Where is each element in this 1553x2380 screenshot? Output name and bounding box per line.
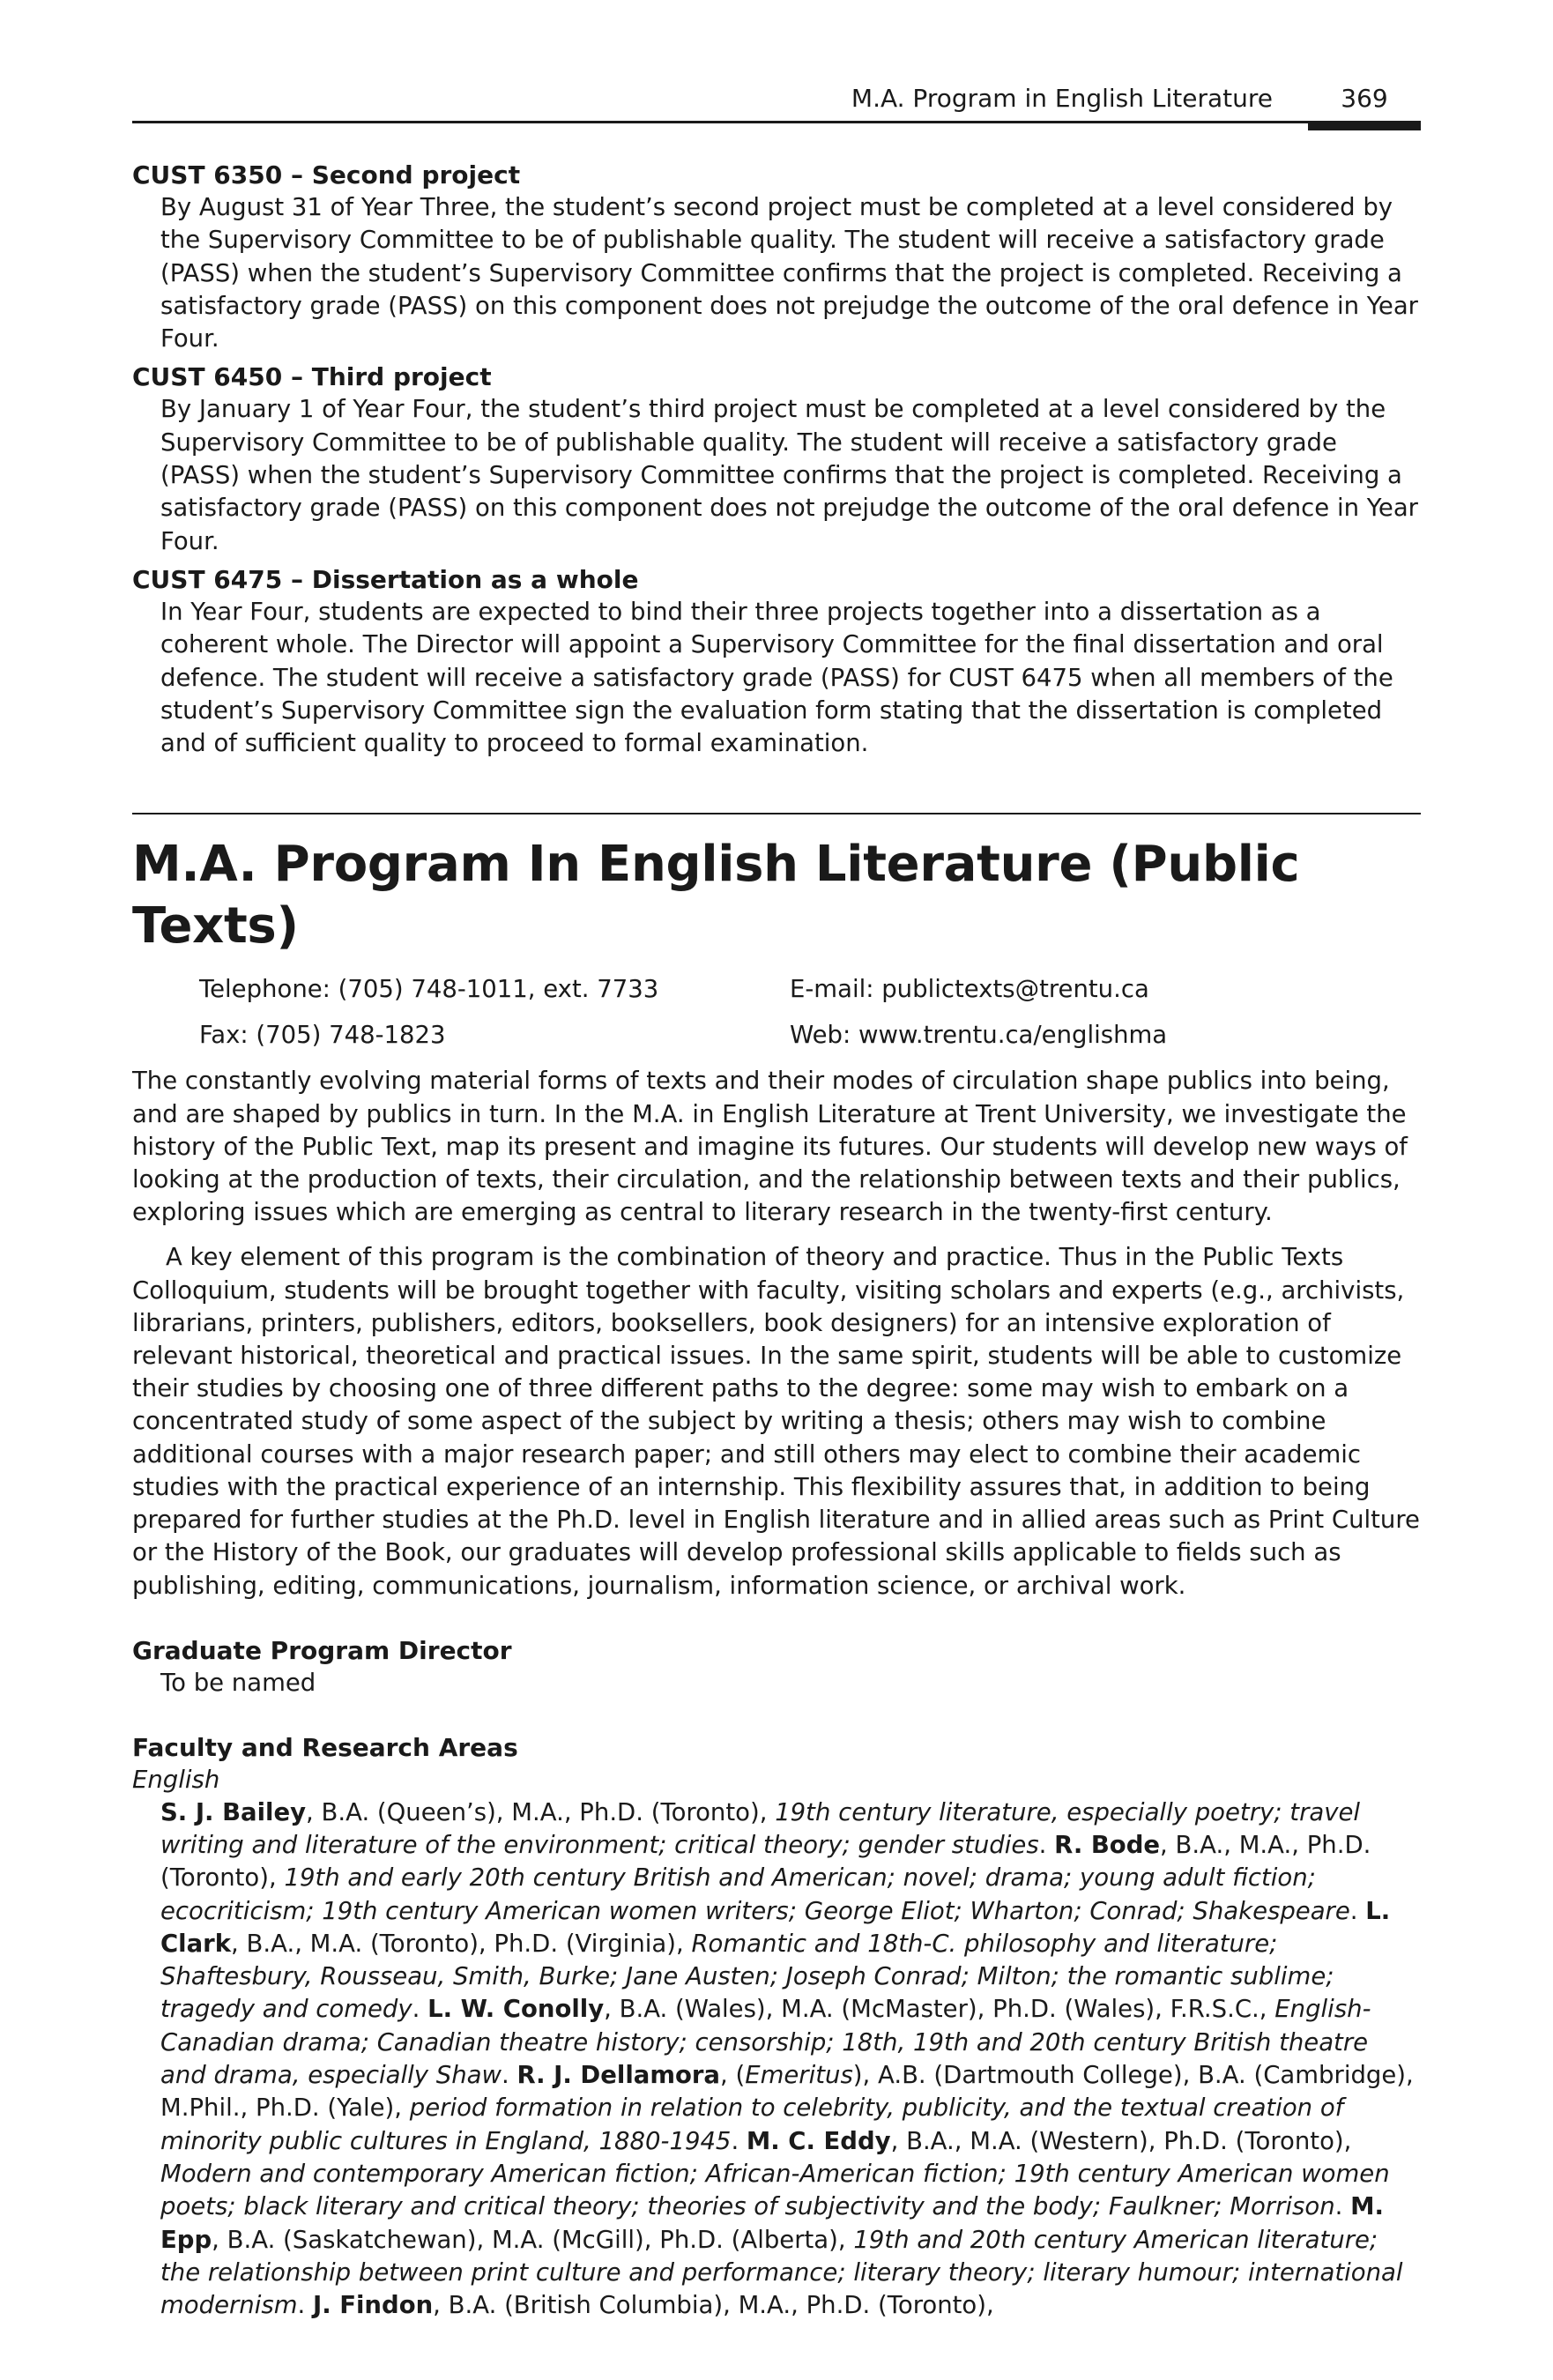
faculty-status: Emeritus (745, 2061, 853, 2090)
faculty-name: R. Bode (1054, 1831, 1161, 1859)
faculty-heading: Faculty and Research Areas (132, 1732, 518, 1762)
program-title: M.A. Program In English Literature (Public Texts) (132, 836, 1300, 956)
header-rule (132, 121, 1318, 123)
course-entry (132, 159, 1421, 355)
faculty-entry-separator: . (412, 1995, 428, 2024)
faculty-research-areas: Romantic and 18th-C. philosophy and literature; Shaftesbury, Rousseau, Smith, Burke; Jane Austen; Joseph Conrad; Milton; the romantic sublime; tragedy and comedy (160, 1929, 1334, 2024)
faculty-credentials: , B.A. (Saskatchewan), M.A. (McGill), Ph.D. (Alberta), (212, 2225, 854, 2254)
web-text: Web: www.trentu.ca/englishma (790, 1021, 1168, 1050)
course-description: By August 31 of Year Three, the student’s second project must be completed at a level considered by the Supervisory Committee to be of publishable quality. The student will receive a satisfactory grade (PASS) when the student’s Supervisory Committee confirms that the project is completed. Receiving a satisfactory grade (PASS) on this component does not prejudge the outcome of the oral defence in Year Four. (160, 193, 1418, 353)
email-text: E-mail: publictexts@trentu.ca (790, 975, 1149, 1004)
course-description: In Year Four, students are expected to bind their three projects together into a dissertation as a coherent whole. The Director will appoint a Supervisory Committee for the final dissertation and oral defence. The student will receive a satisfactory grade (PASS) for CUST 6475 when all members of the student’s Supervisory Committee sign the evaluation form stating that the dissertation is completed and of sufficient quality to proceed to formal examination. (160, 597, 1393, 758)
faculty-name: L. W. Conolly (427, 1995, 605, 2024)
program-detail-paragraph: A key element of this program is the combination of theory and practice. Thus in the Public Texts Colloquium, students will be brought together with faculty, visiting scholars and experts (e.g., archivists, librarians, printers, publishers, editors, booksellers, book designers) for an intensive exploration of relevant historical, theoretical and practical issues. In the same spirit, students will be able to customize their studies by choosing one of three different paths to the degree: some may wish to embark on a concentrated study of some aspect of the subject by writing a thesis; others may wish to combine additional courses with a major research paper; and still others may elect to combine their academic studies with the practical experience of an internship. This flexibility assures that, in addition to being prepared for further studies at the Ph.D. level in English literature and in allied areas such as Print Culture or the History of the Book, our graduates will develop professional skills applicable to fields such as publishing, editing, communications, journalism, information science, or archival work. (132, 1243, 1420, 1600)
section-divider (132, 813, 1421, 814)
faculty-credentials: , B.A. (Queen’s), M.A., Ph.D. (Toronto), (306, 1797, 776, 1826)
faculty-research-areas: English-Canadian drama; Canadian theatre history; censorship; 18th, 19th and 20th century British theatre and drama, especially Shaw (160, 1995, 1371, 2090)
faculty-entry-separator: . (1038, 1831, 1055, 1859)
area-label: English (132, 1765, 220, 1794)
running-title: M.A. Program in English Literature (851, 84, 1273, 113)
page-number: 369 (1341, 84, 1388, 113)
page-tab-bar (1308, 121, 1421, 130)
faculty-credentials: , B.A. (British Columbia), M.A., Ph.D. (Toronto), (433, 2291, 994, 2320)
faculty-list (160, 1796, 1421, 2323)
faculty-research-areas: 19th and early 20th century British and American; novel; drama; young adult fiction; ecocriticism; 19th century American women writers; George Eliot; Wharton; Conrad; Shakespeare (160, 1863, 1350, 1925)
faculty-entry-separator: . (1349, 1896, 1366, 1925)
faculty-name: L. Clark (160, 1896, 1391, 1958)
faculty-research-areas: 19th century literature, especially poetry; travel writing and literature of the environment; critical theory; gender studies (160, 1797, 1361, 1859)
faculty-name: M. C. Eddy (746, 2126, 891, 2155)
faculty-credentials: , B.A., M.A. (Western), Ph.D. (Toronto), (890, 2126, 1352, 2155)
faculty-credentials: , B.A. (Wales), M.A. (McMaster), Ph.D. (Wales), F.R.S.C., (604, 1995, 1275, 2024)
director-value: To be named (160, 1668, 316, 1697)
catalog-page (132, 0, 1421, 2380)
faculty-entry-separator: . (731, 2126, 747, 2155)
course-entry (132, 563, 1421, 760)
faculty-entry-separator: . (297, 2291, 313, 2320)
page-content (132, 159, 1421, 2322)
faculty-credentials: , B.A., M.A., Ph.D. (Toronto), (160, 1831, 1371, 1893)
contact-info (199, 966, 1421, 1058)
course-title: CUST 6450 – Third project (132, 362, 492, 392)
program-intro-paragraph: The constantly evolving material forms of texts and their modes of circulation shape publics into being, and are shaped by publics in turn. In the M.A. in English Literature at Trent University, we investigate the history of the Public Text, map its present and imagine its futures. Our students will develop new ways of looking at the production of texts, their circulation, and the relationship between texts and their publics, exploring issues which are emerging as central to literary research in the twenty-first century. (132, 1067, 1408, 1227)
faculty-entry-separator: . (1334, 2192, 1351, 2221)
faculty-entry (313, 2291, 994, 2319)
faculty-research-areas: Modern and contemporary American fiction; African-American fiction; 19th century American women poets; black literary and critical theory; theories of subjectivity and the body; Faulkner; Morrison (160, 2159, 1390, 2221)
faculty-name: J. Findon (312, 2291, 434, 2320)
faculty-name: R. J. Dellamora (516, 2061, 720, 2090)
faculty-credentials: ), A.B. (Dartmouth College), B.A. (Cambridge), M.Phil., Ph.D. (Yale), (160, 2061, 1414, 2123)
course-description: By January 1 of Year Four, the student’s third project must be completed at a level considered by the Supervisory Committee to be of publishable quality. The student will receive a satisfactory grade (PASS) when the student’s Supervisory Committee confirms that the project is completed. Receiving a satisfactory grade (PASS) on this component does not prejudge the outcome of the oral defence in Year Four. (160, 395, 1418, 555)
faculty-entry-separator: . (501, 2061, 517, 2090)
course-title: CUST 6350 – Second project (132, 160, 521, 190)
faculty-research-areas: 19th and 20th century American literature; the relationship between print culture and performance; literary theory; literary humour; international modernism (160, 2225, 1403, 2320)
fax-text: Fax: (705) 748-1823 (199, 1021, 446, 1050)
running-header (132, 81, 1421, 134)
course-entry (132, 361, 1421, 557)
faculty-credentials: , B.A., M.A. (Toronto), Ph.D. (Virginia), (231, 1929, 692, 1958)
director-heading: Graduate Program Director (132, 1635, 512, 1665)
telephone-text: Telephone: (705) 748-1011, ext. 7733 (199, 975, 659, 1004)
faculty-name: S. J. Bailey (160, 1797, 307, 1826)
faculty-research-areas: period formation in relation to celebrity, publicity, and the textual creation of minority public cultures in England, 1880-1945 (160, 2094, 1344, 2155)
faculty-name: M. Epp (160, 2192, 1384, 2254)
course-title: CUST 6475 – Dissertation as a whole (132, 564, 639, 594)
faculty-credentials-prefix: , ( (719, 2061, 746, 2090)
